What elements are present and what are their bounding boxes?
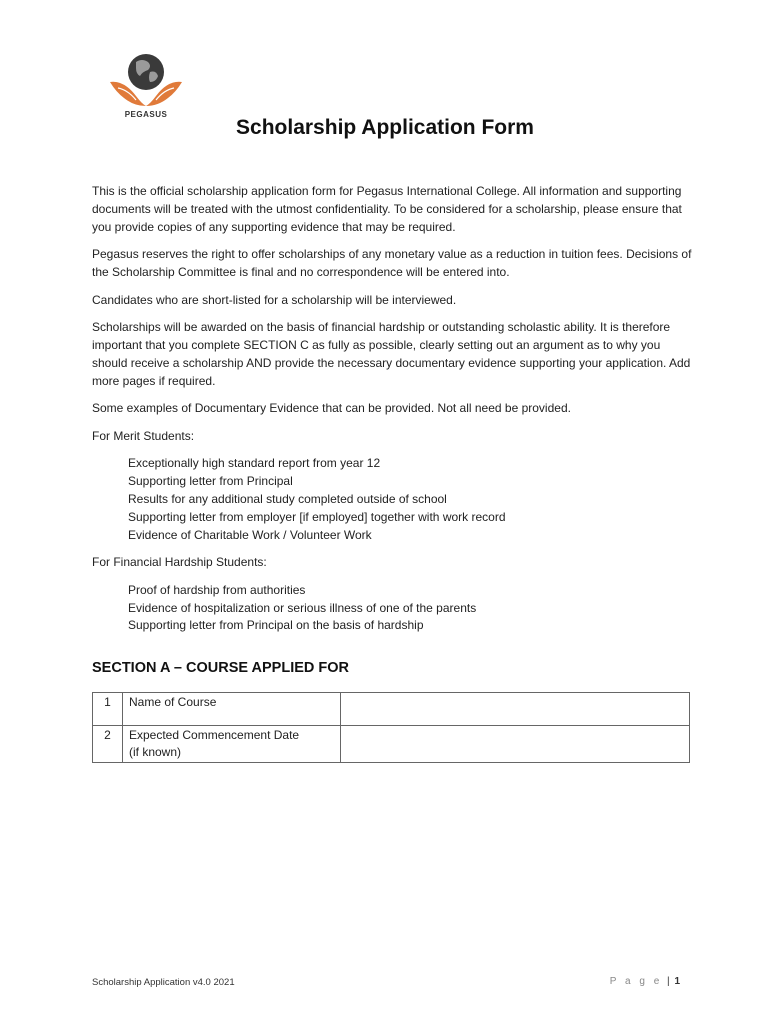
footer-page-number <box>610 976 680 987</box>
field-label-course-name <box>123 693 341 726</box>
merit-evidence-list <box>92 455 692 544</box>
page-word: P a g e <box>609 976 663 987</box>
list-item: Proof of hardship from authorities <box>128 582 306 597</box>
merit-heading: For Merit Students: <box>92 428 195 443</box>
logo-brand-name: PEGASUS <box>124 110 168 119</box>
intro-paragraph: Pegasus reserves the right to offer scholarships of any monetary value as a reduction in tuition fees. Decisions of the Scholarship Committee is final and no correspondence will be entered into. <box>92 247 692 279</box>
list-item: Evidence of hospitalization or serious illness of one of the parents <box>128 600 477 615</box>
commencement-date-field[interactable] <box>341 726 690 763</box>
pegasus-logo <box>108 48 184 124</box>
course-applied-table <box>92 692 690 763</box>
table-row <box>93 726 690 763</box>
list-item: Supporting letter from employer [if employed] together with work record <box>128 509 506 524</box>
list-item: Results for any additional study completed outside of school <box>128 491 447 506</box>
list-item: Supporting letter from Principal <box>128 474 293 489</box>
field-label-note: (if known) <box>129 745 182 759</box>
list-item: Evidence of Charitable Work / Volunteer Work <box>128 527 372 542</box>
page-separator: | <box>667 976 670 987</box>
course-name-field[interactable] <box>341 693 690 726</box>
row-number: 2 <box>93 726 123 763</box>
hardship-evidence-list <box>92 582 692 635</box>
field-label-text: Name of Course <box>129 695 217 709</box>
intro-paragraph: Some examples of Documentary Evidence that can be provided. Not all need be provided. <box>92 401 571 416</box>
footer-version: Scholarship Application v4.0 2021 <box>92 977 235 988</box>
pegasus-globe-wings-logo-icon <box>108 48 184 110</box>
page-number: 1 <box>674 976 680 987</box>
list-item: Exceptionally high standard report from year 12 <box>128 456 381 471</box>
field-label-commencement-date <box>123 726 341 763</box>
intro-paragraph: This is the official scholarship application form for Pegasus International College. All information and supporting documents will be treated with the utmost confidentiality. To be considered for a scholarship, please ensure that you provide copies of any supporting evidence that may be required. <box>92 184 682 234</box>
row-number: 1 <box>93 693 123 726</box>
table-row <box>93 693 690 726</box>
page-title: Scholarship Application Form <box>236 116 534 139</box>
intro-paragraph: Scholarships will be awarded on the basis of financial hardship or outstanding scholastic ability. It is therefore important that you complete SECTION C as fully as possible, clearly setting out an argument as to why you should receive a scholarship AND provide the necessary documentary evidence supporting your application. Add more pages if required. <box>92 320 691 388</box>
hardship-heading: For Financial Hardship Students: <box>92 555 267 570</box>
intro-paragraph: Candidates who are short-listed for a scholarship will be interviewed. <box>92 292 457 307</box>
field-label-text: Expected Commencement Date <box>129 728 300 742</box>
section-a-heading: SECTION A – COURSE APPLIED FOR <box>92 660 349 676</box>
list-item: Supporting letter from Principal on the basis of hardship <box>128 618 424 633</box>
document-body <box>92 183 692 645</box>
